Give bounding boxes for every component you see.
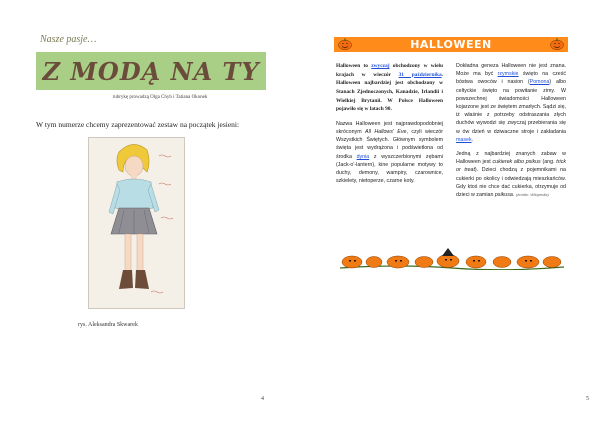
halloween-title: HALLOWEEN [410,38,492,51]
fashion-drawing [88,137,185,309]
banner-title: Z MODĄ NA TY [42,57,260,86]
lead-paragraph [336,62,443,114]
halloween-banner [334,37,568,52]
body-text: . [471,136,474,143]
paragraph-trick-or-treat [456,150,566,199]
body-text: Jedną z najbardziej znanych zabaw w Halloween jest [456,151,566,166]
article-column-left [336,62,443,191]
body-text: Dokładna geneza Halloween nie jest znana. Może ma być [456,63,566,78]
lead-text: obchodzony w wielu krajach w wieczór [336,63,444,78]
byline: rubrykę prowadzą Olga Chyb i Tatiana Okonek [112,95,208,100]
fashion-illustration [89,138,184,308]
body-text: trick or treat [456,159,566,174]
body-text: ) albo celtyckie święto na powitanie zimy. W powszechnej świadomości Halloween kojarzone jest ze świętem zmarłych. Sądzi się, iż właśnie z potrzeby odstraszania złych duchów wywodzi się zwyczaj przebierania się w ów dzień w dziwaczne stroje i zakładania [456,79,567,135]
right-page [300,0,600,424]
link-masek[interactable]: masek [456,136,472,143]
pumpkin-strip-icon [340,248,564,270]
link-zwyczaj[interactable]: zwyczaj [371,63,390,69]
paragraph-name-origin [336,120,443,186]
body-text: psikusa [494,192,513,199]
body-text: cukierek albo psikus [492,159,541,166]
link-dynia[interactable]: dynia [356,153,370,160]
source-note: (źródło: Wikipedia) [515,192,549,198]
lead-text: . Halloween najbardziej jest obchodzony w Stanach Zjednoczonych, Kanadzie, Irlandii i Wielkiej Brytanii. W Polsce Halloween pojawiło się w latach 90. [336,71,443,113]
paragraph-genesis [456,62,566,144]
section-banner [36,52,266,90]
link-pomona[interactable]: Pomona [529,79,550,86]
link-rzymskie[interactable]: rzymskie [497,71,519,78]
body-text: . [512,192,516,199]
body-text: , czyli wieczór Wszystkich Świętych. Głównym symbolem święta jest wydrążona i podświetlona od środka [336,129,443,160]
body-text: ). Dzieci chodzą z pojemnikami na cukierki po okolicy i odwiedzają mieszkańców. Gdy ktoś nie chce dać cukierka, otrzymuje od dzieci w zamian [456,167,566,199]
article-column-right [456,62,566,205]
lead-text: Halloween [336,63,361,69]
pumpkin-icon [550,38,564,50]
body-text: Nazwa Halloween jest najprawdopodobniej skróconym [336,120,443,136]
body-text: All Hallows' Eve [365,129,407,136]
page-number: 4 [261,396,264,402]
drawing-caption: rys. Aleksandra Skwarek [78,322,138,328]
pumpkin-strip [340,248,564,270]
body-text: (ang. [540,159,557,166]
page-number: 5 [586,396,589,402]
body-text: z wyszczerbionymi zębami (Jack-o'-lantern), kine popularne motywy to duchy, demony, wampiry, czarownice, szkielety, nietoperze, czarne koty. [336,153,444,185]
lead-text: to [360,63,372,69]
link-31-pazdziernika[interactable]: 31 października [398,71,442,78]
body-text: święto na cześć bóstwa owoców i nasion ( [456,71,566,86]
series-title: Nasze pasje… [40,34,97,45]
intro-text: W tym numerze chcemy zaprezentować zestaw na początek jesieni: [36,120,240,129]
